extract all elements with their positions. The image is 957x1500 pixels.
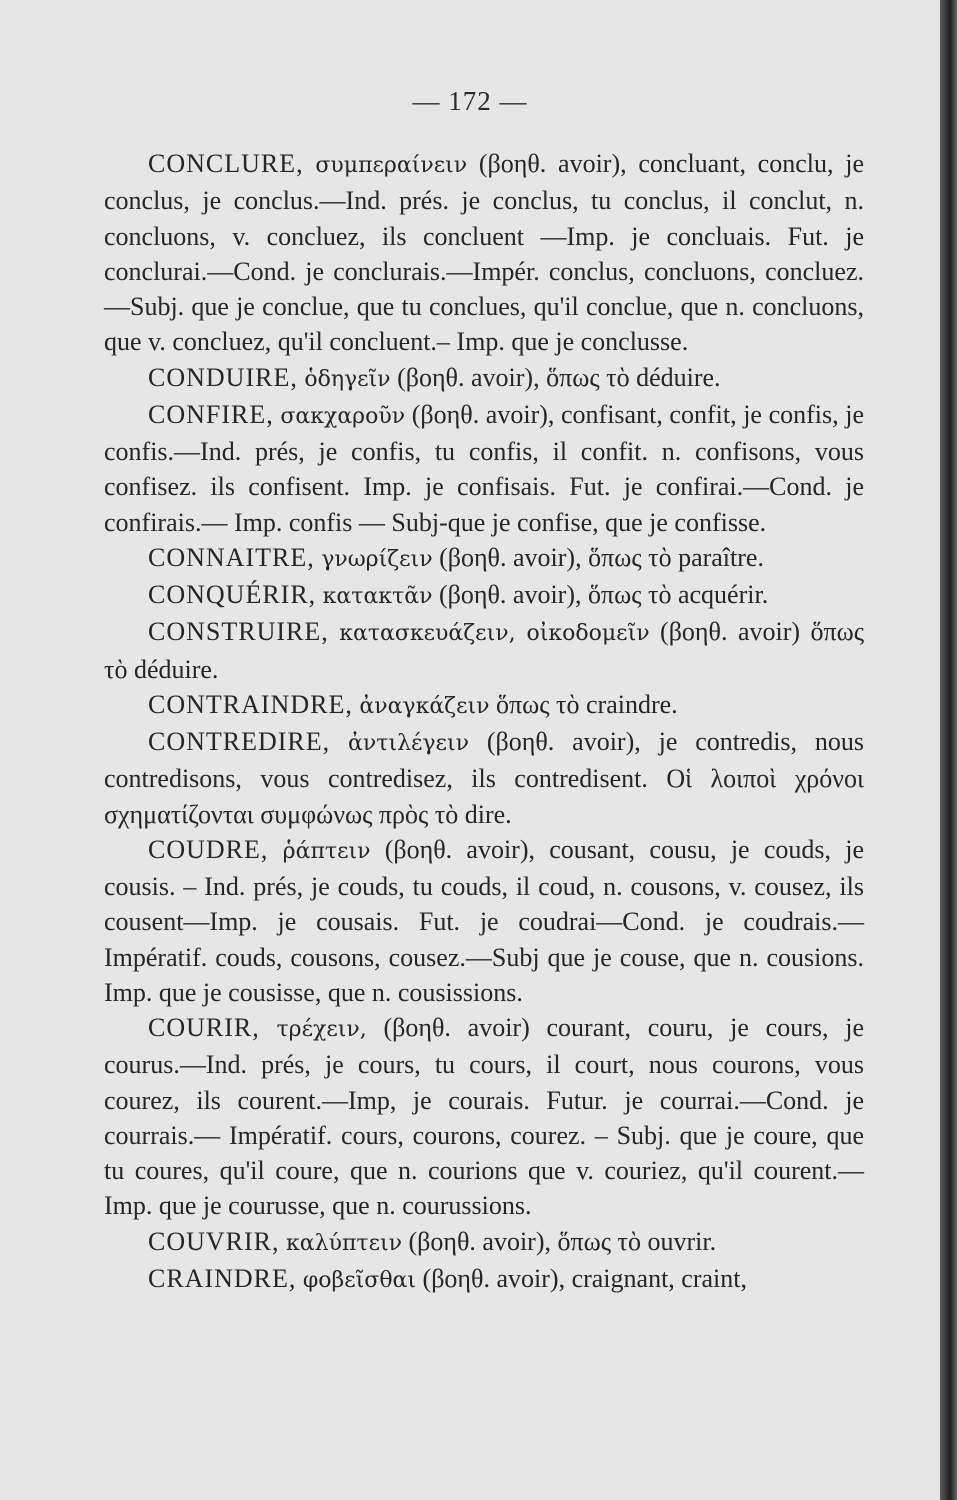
entry-text: (βοηθ. avoir) ὅπως τὸ déduire. xyxy=(104,617,865,684)
entry-text: (βοηθ. avoir), concluant, conclu, je conclus, je conclus.—Ind. prés. je conclus, tu conclus, il conclut, n. concluons, v. concluez, ils concluent —Imp. je concluais. Fut. je conclurai.—Cond. je conclurais.—Impér. conclus, concluons, concluez.—Subj. que je conclue, que tu conclues, qu'il conclue, que n. concluons, que v. concluez, qu'il concluent.– Imp. que je conclusse. xyxy=(104,149,865,357)
entry-text: (βοηθ. avoir), ὅπως τὸ paraître. xyxy=(439,542,764,572)
dictionary-text xyxy=(104,146,864,1298)
headword: CONDUIRE, xyxy=(148,362,298,392)
entry-text: (βοηθ. avoir), je contredis, nous contredisons, vous contredisez, ils contredisent. Οἱ λοιποὶ χρόνοι σχηματίζονται συμφώνως πρὸς τὸ dire. xyxy=(104,727,865,829)
entry-courir xyxy=(104,1010,864,1224)
entry-contraindre xyxy=(104,687,864,724)
headword: COUDRE, xyxy=(148,834,269,864)
headword: CONQUÉRIR, xyxy=(148,580,317,609)
entry-craindre xyxy=(104,1261,864,1298)
headword: CONTREDIRE, xyxy=(148,727,331,756)
headword: CRAINDRE, xyxy=(148,1263,297,1293)
entry-coudre xyxy=(104,832,864,1010)
greek-translation: κατασκευάζειν, οἰκοδομεῖν xyxy=(339,621,650,647)
entry-conduire xyxy=(104,360,864,397)
headword: CONCLURE, xyxy=(148,149,304,178)
headword: CONSTRUIRE, xyxy=(148,617,329,647)
greek-translation: σακχαροῦν xyxy=(280,403,406,429)
greek-translation: γνωρίζειν xyxy=(321,546,433,572)
greek-translation: ὁδηγεῖν xyxy=(304,366,391,392)
headword: CONNAITRE, xyxy=(148,542,315,572)
headword: COURIR, xyxy=(148,1013,260,1042)
entry-text: (βοηθ. avoir), ὅπως τὸ déduire. xyxy=(397,362,721,392)
entry-text: (βοηθ. avoir), cousant, cousu, je couds, je cousis. – Ind. prés, je couds, tu couds, il coud, n. cousons, v. cousez, ils cousent—Imp. je cousais. Fut. je coudrai—Cond. je coudrais.—Impératif. couds, cousons, cousez.—Subj que je couse, que n. cousions. Imp. que je cousisse, que n. cousissions. xyxy=(104,834,864,1007)
greek-translation: κατακτᾶν xyxy=(322,584,433,609)
greek-translation: φοβεῖσθαι xyxy=(302,1267,417,1293)
entry-conquerir xyxy=(104,577,864,614)
greek-translation: καλύπτειν xyxy=(286,1230,402,1256)
page-number: — 172 — xyxy=(412,86,528,116)
entry-text: (βοηθ. avoir), confisant, confit, je confis, je confis.—Ind. prés, je confis, tu confis, il confit. n. confisons, vous confisez. ils confisent. Imp. je confisais. Fut. je confirai.—Cond. je confirais.— Imp. confis — Subj-que je confise, que je confisse. xyxy=(104,399,864,537)
greek-translation: τρέχειν, xyxy=(276,1017,367,1042)
entry-couvrir xyxy=(104,1224,864,1261)
greek-translation: συμπεραίνειν xyxy=(315,153,468,178)
entry-text: (βοηθ. avoir), ὅπως τὸ acquérir. xyxy=(438,580,769,609)
entry-text: (βοηθ. avoir), ὅπως τὸ ouvrir. xyxy=(408,1226,717,1256)
entry-contredire xyxy=(104,724,864,832)
greek-translation: ῥάπτειν xyxy=(282,838,371,864)
entry-confire xyxy=(104,397,864,540)
greek-translation: ἀναγκάζειν xyxy=(359,693,490,719)
entry-text: ὅπως τὸ craindre. xyxy=(496,689,678,719)
entry-text: (βοηθ. avoir) courant, couru, je cours, je courus.—Ind. prés, je cours, tu cours, il court, nous courons, vous courez, ils courent.—Imp, je courais. Futur. je courrai.—Cond. je courrais.— Impératif. cours, courons, courez. – Subj. que je coure, que tu coures, qu'il coure, que n. courions que v. couriez, qu'il courent.— Imp. que je courusse, que n. courussions. xyxy=(104,1013,864,1221)
entry-connaitre xyxy=(104,540,864,577)
greek-translation: ἀντιλέγειν xyxy=(348,731,469,756)
entry-text: (βοηθ. avoir), craignant, craint, xyxy=(422,1263,747,1293)
headword: COUVRIR, xyxy=(148,1226,280,1256)
book-spine-edge xyxy=(940,0,957,1500)
entry-conclure xyxy=(104,146,864,360)
headword: CONTRAINDRE, xyxy=(148,689,353,719)
entry-construire xyxy=(104,614,864,687)
headword: CONFIRE, xyxy=(148,399,274,429)
